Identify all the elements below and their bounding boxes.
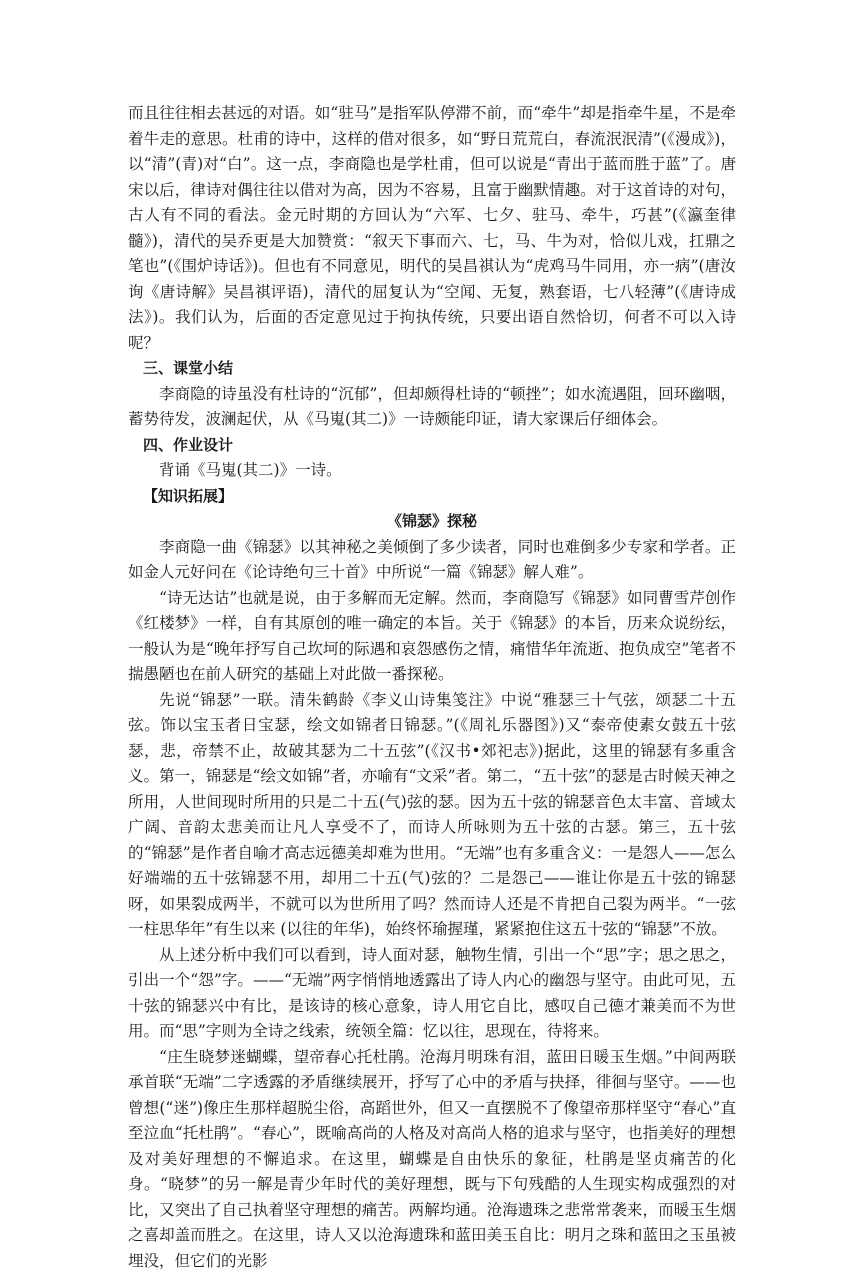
paragraph-homework: 背诵《马嵬(其二)》一诗。: [128, 458, 736, 484]
paragraph-summary: 李商隐的诗虽没有杜诗的“沉郁”，但却颇得杜诗的“顿挫”；如水流遇阻，回环幽咽，蓄势待发，波澜起伏，从《马嵬(其二)》一诗颇能印证，请大家课后仔细体会。: [128, 382, 736, 433]
section-heading-homework: 四、作业设计: [128, 433, 736, 459]
paragraph-middle-couplets: “庄生晓梦迷蝴蝶，望帝春心托杜鹃。沧海月明珠有泪，蓝田日暖玉生烟。”中间两联承首联“无端”二字透露的矛盾继续展开，抒写了心中的矛盾与抉择，徘徊与坚守。——也曾想(“迷”)像庄生那样超脱尘俗，高蹈世外，但又一直摆脱不了像望帝那样坚守“春心”直至泣血“托杜鹃”。“春心”，既喻高尚的人格及对高尚人格的追求与坚守，也指美好的理想及对美好理想的不懈追求。在这里，蝴蝶是自由快乐的象征，杜鹃是坚贞痛苦的化身。“晓梦”的另一解是青少年时代的美好理想，既与下句残酷的人生现实构成强烈的对比，又突出了自己执着坚守理想的痛苦。两解均通。沧海遗珠之悲常常袭来，而暖玉生烟之喜却盖而胜之。在这里，诗人又以沧海遗珠和蓝田美玉自比：明月之珠和蓝田之玉虽被埋没，但它们的光影: [128, 1045, 736, 1274]
section-heading-extension: 【知识拓展】: [128, 484, 736, 510]
section-heading-summary: 三、课堂小结: [128, 356, 736, 382]
paragraph-interpretation: “诗无达诂”也就是说，由于多解而无定解。然而，李商隐写《锦瑟》如同曹雪芹创作《红楼梦》一样，自有其原创的唯一确定的本旨。关于《锦瑟》的本旨，历来众说纷纭，一般认为是“晚年抒写自己坎坷的际遇和哀怨感伤之情，痛惜华年流逝、抱负成空”笔者不揣愚陋也在前人研究的基础上对此做一番探秘。: [128, 586, 736, 688]
paragraph-analysis: 从上述分析中我们可以看到，诗人面对瑟，触物生情，引出一个“思”字；思之思之，引出一个“怨”字。——“无端”两字悄悄地透露出了诗人内心的幽怨与坚守。由此可见，五十弦的锦瑟兴中有比，是该诗的核心意象，诗人用它自比，感叹自己德才兼美而不为世用。而“思”字则为全诗之线索，统领全篇：忆以往，思现在，待将来。: [128, 943, 736, 1045]
document-page: [128, 101, 736, 1274]
paragraph-jinse-couplet: 先说“锦瑟”一联。清朱鹤龄《李义山诗集笺注》中说“雅瑟三十气弦，颂瑟二十五弦。饰以宝玉者日宝瑟，绘文如锦者日锦瑟。”(《周礼乐器图》)又“泰帝使素女鼓五十弦瑟，悲，帝禁不止，故破其瑟为二十五弦”(《汉书•郊祀志》)据此，这里的锦瑟有多重含义。第一，锦瑟是“绘文如锦”者，亦喻有“文采”者。第二，“五十弦”的瑟是古时候天神之所用，人世间现时所用的只是二十五(气)弦的瑟。因为五十弦的锦瑟音色太丰富、音域太广阔、音韵太悲美而让凡人享受不了，而诗人所咏则为五十弦的古瑟。第三，五十弦的“锦瑟”是作者自喻才高志远德美却难为世用。“无端”也有多重含义：一是怨人——怎么好端端的五十弦锦瑟不用，却用二十五(气)弦的？二是怨己——谁让你是五十弦的锦瑟呀，如果裂成两半，不就可以为世所用了吗？然而诗人还是不肯把自己裂为两半。“一弦一柱思华年”有生以来 (以往的年华)，始终怀瑜握瑾，紧紧抱住这五十弦的“锦瑟”不放。: [128, 688, 736, 943]
paragraph-intro: 李商隐一曲《锦瑟》以其神秘之美倾倒了多少读者，同时也难倒多少专家和学者。正如金人元好问在《论诗绝句三十首》中所说“一篇《锦瑟》解人难”。: [128, 535, 736, 586]
article-title: 《锦瑟》探秘: [128, 509, 736, 535]
paragraph-borrowed-antithesis: 而且往往相去甚远的对语。如“驻马”是指军队停滞不前，而“牵牛”却是指牵牛星，不是牵着牛走的意思。杜甫的诗中，这样的借对很多，如“野日荒荒白，春流泯泯清”(《漫成》)，以“清”(青)对“白”。这一点，李商隐也是学杜甫，但可以说是“青出于蓝而胜于蓝”了。唐宋以后，律诗对偶往往以借对为高，因为不容易，且富于幽默情趣。对于这首诗的对句，古人有不同的看法。金元时期的方回认为“六军、七夕、驻马、牵牛，巧甚”(《瀛奎律髓》)，清代的吴乔更是大加赞赏：“叙天下事而六、七，马、牛为对，恰似儿戏，扛鼎之笔也”(《围炉诗话》)。但也有不同意见，明代的吴昌祺认为“虎鸡马牛同用，亦一病”(唐汝询《唐诗解》吴昌祺评语)，清代的屈复认为“空闻、无复，熟套语，七八轻薄”(《唐诗成法》)。我们认为，后面的否定意见过于拘执传统，只要出语自然恰切，何者不可以入诗呢？: [128, 101, 736, 356]
